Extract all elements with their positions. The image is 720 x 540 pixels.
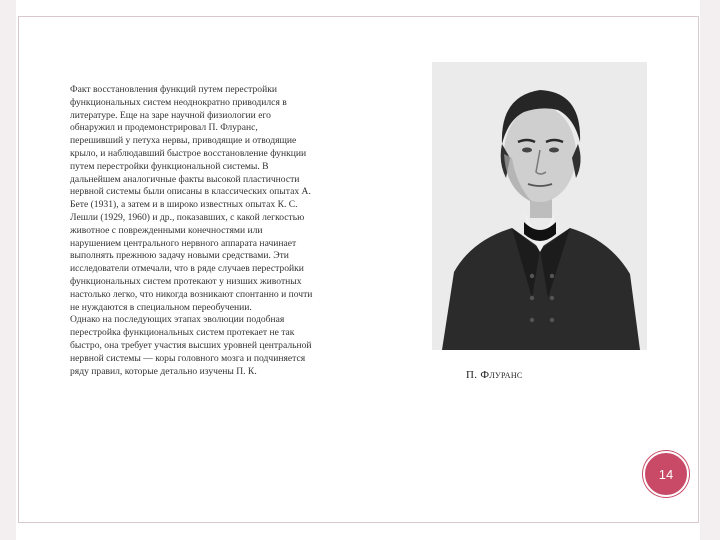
left-decor-band [0,0,16,540]
body-text: Факт восстановления функций путем перестройки функциональных систем неоднократно приводился в литературе. Еще на заре научной физиологии его обнаружил и продемонстрировал П. Флуранс, перешивший у петуха нервы, приводящие и отводящие крыло, и наблюдавший быстрое восстановление функции путем перестройки функциональной системы. В дальнейшем аналогичные факты высокой пластичности нервной системы были описаны в классических опытах А. Бете (1931), а затем и в широко известных опытах К. С. Лешли (1929, 1960) и др., показавших, с какой легкостью животное с поврежденными конечностями или нарушением центрального нервного аппарата начинает выполнять прежнюю задачу новыми средствами. Эти исследователи отмечали, что в ряде случаев перестройки функциональных систем протекают у низших животных настолько легко, что никогда возникают спонтанно и почти не нуждаются в специальном переобучении. Однако на последующих этапах эволюции подобная перестройка функциональных систем протекает не так быстро, она требует участия высших уровней центральной нервной системы — коры головного мозга и подчиняется ряду правил, которые детально изучены П. К. [70,84,313,377]
portrait-engraving [432,62,647,350]
right-decor-band [700,0,720,540]
portrait-caption: П. Флуранс [466,369,523,381]
page-number-badge: 14 [643,451,689,497]
portrait-image [432,62,647,350]
